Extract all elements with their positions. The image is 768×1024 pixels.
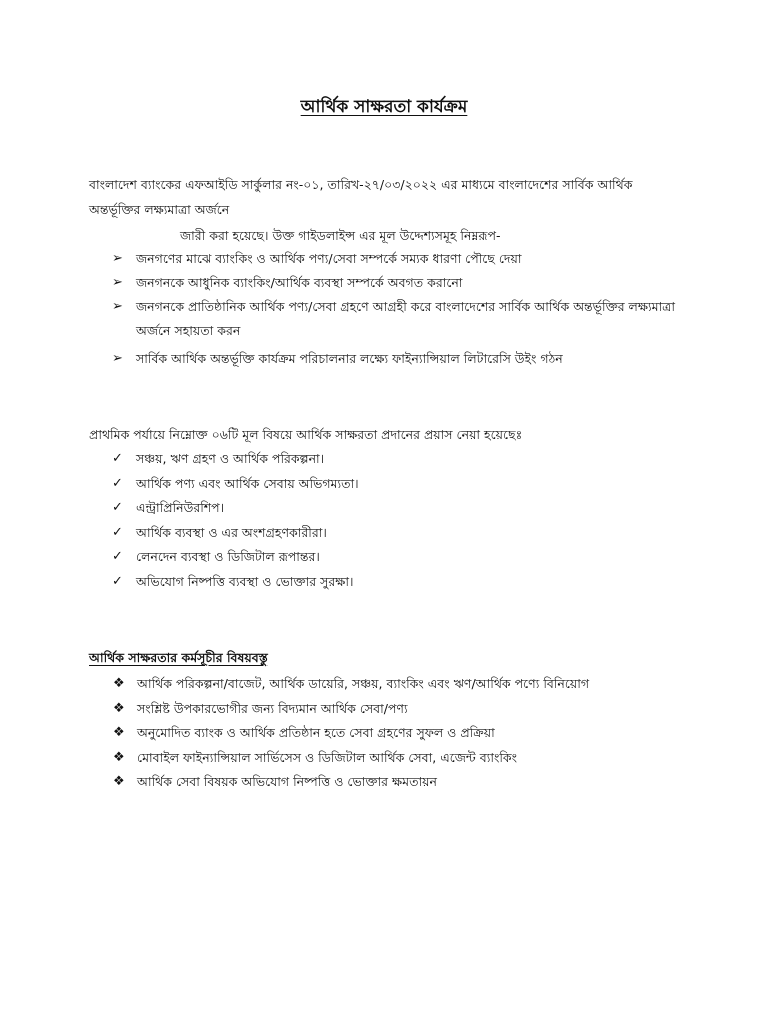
- list-item-text: অভিযোগ নিষ্পত্তি ব্যবস্থা ও ভোক্তার সুরক্ষা।: [136, 573, 354, 589]
- intro-line-1: বাংলাদেশ ব্যাংকের এফআইডি সার্কুলার নং-০১, তারিখ-২৭/০৩/২০২২ এর মাধ্যমে বাংলাদেশের সার্বিক আর্থিক: [89, 177, 633, 192]
- check-bullet-icon: ✓: [112, 549, 123, 564]
- check-bullet-icon: ✓: [112, 451, 123, 466]
- diamond-bullet-icon: ❖: [113, 676, 125, 691]
- topics-intro: প্রাথমিক পর্যায়ে নিম্নোক্ত ০৬টি মূল বিষয়ে আর্থিক সাক্ষরতা প্রদানের প্রয়াস নেয়া হয়েছেঃ: [89, 427, 523, 442]
- intro-line-2: অন্তর্ভূক্তির লক্ষ্যমাত্রা অর্জনে: [89, 202, 230, 217]
- list-item: [112, 496, 636, 521]
- page-title-text: আর্থিক সাক্ষরতা কার্যক্রম: [300, 97, 468, 117]
- diamond-bullet-icon: ❖: [113, 725, 125, 740]
- list-item-text: জনগণের মাঝে ব্যাংকিং ও আর্থিক পণ্য/সেবা সম্পর্কে সম্যক ধারণা পৌছে দেয়া: [136, 251, 522, 266]
- list-item: [113, 770, 697, 795]
- diamond-bullet-icon: ❖: [113, 774, 125, 789]
- objectives-list: [112, 247, 681, 371]
- list-item-text: জনগনকে প্রাতিষ্ঠানিক আর্থিক পণ্য/সেবা গ্রহণে আগ্রহী করে বাংলাদেশের সার্বিক আর্থিক অন্তর্ভূক্তির লক্ষ্যমাত্রা অর্জনে সহায়তা করন: [136, 299, 675, 338]
- list-item-text: অনুমোদিত ব্যাংক ও আর্থিক প্রতিষ্ঠান হতে সেবা গ্রহণের সুফল ও প্রক্রিয়া: [137, 725, 495, 740]
- page-title: [0, 94, 768, 122]
- list-item-text: এন্ট্রাপ্রিনিউরশিপ।: [136, 500, 225, 515]
- arrow-bullet-icon: ➢: [112, 351, 123, 366]
- list-item: [112, 447, 636, 472]
- intro-paragraph: [89, 172, 689, 222]
- contents-list: [113, 672, 697, 795]
- arrow-bullet-icon: ➢: [112, 275, 123, 290]
- check-bullet-icon: ✓: [112, 475, 123, 491]
- check-bullet-icon: ✓: [112, 573, 123, 589]
- list-item: [112, 247, 681, 271]
- intro-line-3: জারী করা হয়েছে। উক্ত গাইডলাইন্স এর মূল উদ্দেশ্যসমূহ নিম্নরূপ-: [180, 228, 501, 243]
- list-item-text: মোবাইল ফাইন্যান্সিয়াল সার্ভিসেস ও ডিজিটাল আর্থিক সেবা, এজেন্ট ব্যাংকিং: [137, 749, 518, 765]
- list-item-text: আর্থিক ব্যবস্থা ও এর অংশগ্রহণকারীরা।: [136, 524, 327, 540]
- list-item: [113, 672, 697, 697]
- list-item: [112, 347, 681, 371]
- arrow-bullet-icon: ➢: [112, 299, 123, 314]
- topics-list: [112, 447, 636, 594]
- list-item: [113, 721, 697, 746]
- diamond-bullet-icon: ❖: [113, 700, 125, 716]
- list-item-text: সঞ্চয়, ঋণ গ্রহণ ও আর্থিক পরিকল্পনা।: [136, 451, 325, 466]
- list-item: [112, 545, 636, 570]
- arrow-bullet-icon: ➢: [112, 251, 123, 266]
- list-item: [112, 295, 681, 347]
- list-item-text: সংশ্লিষ্ট উপকারভোগীর জন্য বিদ্যমান আর্থিক সেবা/পণ্য: [137, 700, 408, 716]
- list-item-text: আর্থিক সেবা বিষয়ক অভিযোগ নিষ্পত্তি ও ভোক্তার ক্ষমতায়ন: [137, 774, 437, 789]
- list-item-text: লেনদেন ব্যবস্থা ও ডিজিটাল রূপান্তর।: [136, 549, 320, 564]
- list-item: [113, 746, 697, 771]
- list-item-text: জনগনকে আধুনিক ব্যাংকিং/আর্থিক ব্যবস্থা সম্পর্কে অবগত করানো: [136, 275, 463, 290]
- list-item: [112, 271, 681, 295]
- list-item-text: আর্থিক পরিকল্পনা/বাজেট, আর্থিক ডায়েরি, সঞ্চয়, ব্যাংকিং এবং ঋণ/আর্থিক পণ্যে বিনিয়োগ: [137, 676, 590, 691]
- list-item-text: সার্বিক আর্থিক অন্তর্ভূক্তি কার্যক্রম পরিচালনার লক্ষ্যে ফাইন্যান্সিয়াল লিটারেসি উইং গঠন: [136, 351, 563, 366]
- list-item-text: আর্থিক পণ্য এবং আর্থিক সেবায় অভিগম্যতা।: [136, 475, 359, 491]
- content-heading: আর্থিক সাক্ষরতার কর্মসূচীর বিষয়বস্তু: [89, 650, 268, 665]
- list-item: [113, 697, 697, 722]
- check-bullet-icon: ✓: [112, 524, 123, 540]
- list-item: [112, 472, 636, 497]
- list-item: [112, 521, 636, 546]
- list-item: [112, 570, 636, 595]
- check-bullet-icon: ✓: [112, 500, 123, 515]
- diamond-bullet-icon: ❖: [113, 749, 125, 765]
